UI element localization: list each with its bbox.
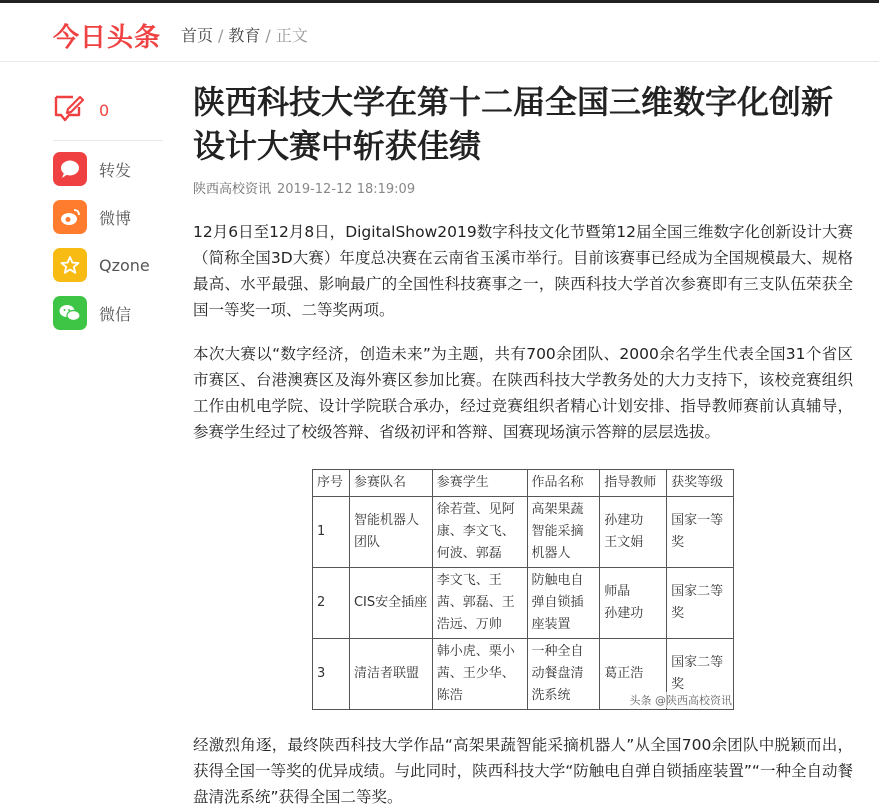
article [193, 80, 853, 810]
award-table-image [312, 469, 734, 710]
toutiao-logo[interactable]: 今日头条 [53, 23, 162, 53]
top-navigation-bar [0, 0, 879, 62]
article-title: 陕西科技大学在第十二届全国三维数字化创新设计大赛中斩获佳绩 [193, 83, 834, 165]
table-cell: 国家二等奖 [667, 568, 734, 639]
table-cell: 国家二等奖 [667, 639, 734, 710]
chat-bubble-icon [53, 152, 87, 186]
table-cell: CIS安全插座 [349, 568, 432, 639]
comment-count: 0 [99, 100, 110, 120]
breadcrumb-home-link[interactable]: 首页 [181, 26, 214, 45]
image-watermark: 头条 @陕西高校资讯 [629, 694, 732, 707]
share-weibo-label: 微博 [99, 208, 132, 228]
table-cell: 防触电自弹自锁插座装置 [527, 568, 600, 639]
table-cell: 国家一等奖 [667, 497, 734, 568]
table-header-cell: 作品名称 [527, 470, 600, 497]
table-cell: 孙建功 王文娟 [600, 497, 667, 568]
share-weibo-button[interactable] [53, 199, 163, 235]
share-wechat-label: 微信 [99, 304, 132, 324]
wechat-icon [53, 296, 87, 330]
table-row [313, 497, 734, 568]
article-paragraph: 12月6日至12月8日，DigitalShow2019数字科技文化节暨第12届全国三维数字化创新设计大赛（简称全国3D大赛）年度总决赛在云南省玉溪市举行。目前该赛事已经成为全国规模最大、规格最高、水平最强、影响最广的全国性科技赛事之一，陕西科技大学首次参赛即有三支队伍荣获全国一等奖一项、二等奖两项。 [193, 223, 853, 319]
table-cell: 一种全自动餐盘清洗系统 [527, 639, 600, 710]
breadcrumb [181, 23, 308, 46]
table-cell: 韩小虎、栗小茜、王少华、陈浩 [432, 639, 527, 710]
qzone-star-icon [53, 248, 87, 282]
breadcrumb-separator: / [218, 26, 224, 45]
table-header-cell: 参赛学生 [432, 470, 527, 497]
table-cell: 智能机器人团队 [349, 497, 432, 568]
table-cell: 1 [313, 497, 350, 568]
table-header-cell: 序号 [313, 470, 350, 497]
article-meta [193, 178, 853, 197]
article-paragraph: 本次大赛以“数字经济，创造未来”为主题，共有700余团队、2000余名学生代表全国31个省区市赛区、台港澳赛区及海外赛区参加比赛。在陕西科技大学教务处的大力支持下，该校竞赛组织工作由机电学院、设计学院联合承办，经过竞赛组织者精心计划安排、指导教师赛前认真辅导，参赛学生经过了校级答辩、省级初评和答辩、国赛现场演示答辩的层层选拔。 [193, 345, 853, 441]
article-time: 2019-12-12 18:19:09 [277, 182, 416, 197]
comment-button[interactable] [53, 90, 163, 130]
share-forward-label: 转发 [99, 160, 132, 180]
table-cell: 清洁者联盟 [349, 639, 432, 710]
breadcrumb-current: 正文 [275, 26, 308, 45]
table-cell: 李文飞、王茜、郭磊、王浩远、万帅 [432, 568, 527, 639]
table-header-cell: 指导教师 [600, 470, 667, 497]
share-qzone-button[interactable] [53, 247, 163, 283]
breadcrumb-separator: / [265, 26, 271, 45]
table-cell: 高架果蔬智能采摘机器人 [527, 497, 600, 568]
comment-edit-icon [53, 93, 85, 127]
share-qzone-label: Qzone [99, 255, 150, 275]
share-wechat-button[interactable] [53, 295, 163, 331]
table-cell: 师晶 孙建功 [600, 568, 667, 639]
table-header-row [313, 470, 734, 497]
weibo-icon [53, 200, 87, 234]
table-cell: 徐若萱、见阿康、李文飞、何波、郭磊 [432, 497, 527, 568]
sidebar-divider [53, 140, 163, 141]
table-cell: 3 [313, 639, 350, 710]
share-forward-button[interactable] [53, 151, 163, 187]
table-cell: 2 [313, 568, 350, 639]
article-paragraph: 经激烈角逐，最终陕西科技大学作品“高架果蔬智能采摘机器人”从全国700余团队中脱颖而出，获得全国一等奖的优异成绩。与此同时，陕西科技大学“防触电自弹自锁插座装置”“一种全自动餐盘清洗系统”获得全国二等奖。 [193, 736, 853, 806]
table-row [313, 568, 734, 639]
share-sidebar [53, 90, 163, 343]
article-source-link[interactable]: 陕西高校资讯 [193, 182, 272, 197]
award-table [312, 469, 734, 710]
breadcrumb-education-link[interactable]: 教育 [228, 26, 261, 45]
table-header-cell: 获奖等级 [667, 470, 734, 497]
table-header-cell: 参赛队名 [349, 470, 432, 497]
table-cell: 葛正浩 [600, 639, 667, 710]
